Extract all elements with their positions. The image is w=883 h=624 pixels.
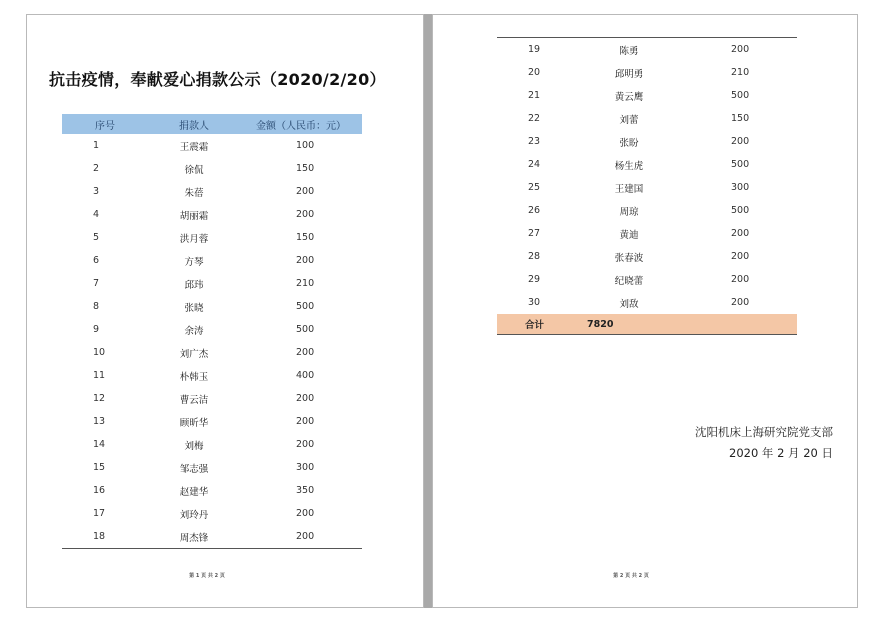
table-row: [62, 157, 362, 180]
row-donor-name: 邱明勇: [614, 68, 644, 80]
row-donor-name: 张盼: [619, 137, 639, 149]
row-donor-name: 周琼: [619, 206, 639, 218]
row-serial-number: 13: [93, 416, 106, 427]
row-donor-name: 朴韩玉: [179, 371, 209, 383]
row-serial-number: 26: [528, 205, 541, 216]
table-row: [62, 525, 362, 549]
row-amount: 200: [296, 393, 315, 404]
row-serial-number: 24: [528, 159, 541, 170]
row-donor-name: 黄迪: [619, 229, 639, 241]
table-row: [497, 153, 797, 176]
row-serial-number: 12: [93, 393, 106, 404]
row-donor-name: 邱玮: [184, 279, 204, 291]
row-amount: 200: [296, 209, 315, 220]
table-row: [497, 38, 797, 62]
table-row: [62, 180, 362, 203]
signature-organization: 沈阳机床上海研究院党支部: [695, 425, 833, 439]
table-row: [497, 199, 797, 222]
signature-date: 2020 年 2 月 20 日: [729, 446, 833, 460]
row-amount: 200: [240, 525, 362, 549]
row-serial-number: 28: [528, 251, 541, 262]
row-donor-name: 余涛: [184, 325, 204, 337]
row-donor-name: 王建国: [614, 183, 644, 195]
table-row: [62, 387, 362, 410]
row-donor-name: 刘广杰: [179, 348, 209, 360]
table-row: [62, 479, 362, 502]
row-amount: 200: [296, 347, 315, 358]
row-serial-number: 10: [93, 347, 106, 358]
row-donor-name: 方琴: [184, 256, 204, 268]
row-serial-number: 3: [93, 186, 100, 197]
row-amount: 200: [296, 416, 315, 427]
table-row: [62, 134, 362, 157]
table-row: [62, 203, 362, 226]
table-row: [497, 130, 797, 153]
row-serial-number: 2: [93, 163, 100, 174]
row-amount: 100: [296, 140, 315, 151]
table-row: [62, 272, 362, 295]
total-amount: 7820: [583, 314, 675, 335]
donation-table-page-2: [497, 37, 797, 335]
table-row: [497, 245, 797, 268]
row-serial-number: 1: [93, 140, 100, 151]
row-donor-name: 刘敌: [619, 298, 639, 310]
signature-block: [695, 422, 833, 464]
table-row: [62, 249, 362, 272]
row-donor-name: 徐侃: [184, 164, 204, 176]
row-donor-name: 刘玲丹: [179, 509, 209, 521]
row-amount: 350: [296, 485, 315, 496]
row-donor-name: 胡丽霜: [179, 210, 209, 222]
row-amount: 200: [731, 297, 750, 308]
table-row: [497, 176, 797, 199]
row-amount: 200: [731, 44, 750, 55]
document-title: 抗击疫情，奉献爱心捐款公示（2020/2/20）: [49, 70, 386, 89]
row-amount: 150: [731, 113, 750, 124]
row-donor-name: 周杰锋: [148, 525, 240, 549]
row-amount: 300: [731, 182, 750, 193]
row-serial-number: 9: [93, 324, 100, 335]
page-footer-2: 第 2 页 共 2 页: [613, 573, 649, 579]
row-serial-number: 18: [62, 525, 148, 549]
row-donor-name: 黄云鹰: [614, 91, 644, 103]
row-amount: 200: [731, 251, 750, 262]
row-donor-name: 赵建华: [179, 486, 209, 498]
row-amount: 150: [296, 163, 315, 174]
row-donor-name: 刘梅: [184, 440, 204, 452]
table-row: [62, 226, 362, 249]
table-header-row: [62, 114, 362, 134]
row-amount: 210: [296, 278, 315, 289]
table-row: [62, 364, 362, 387]
table-row: [497, 291, 797, 314]
table-row: [62, 456, 362, 479]
header-amount: 金额（人民币：元）: [240, 114, 362, 134]
row-serial-number: 23: [528, 136, 541, 147]
total-label: 合计: [497, 314, 583, 335]
row-amount: 200: [731, 274, 750, 285]
row-serial-number: 19: [528, 44, 541, 55]
row-serial-number: 21: [528, 90, 541, 101]
header-donor: 捐款人: [148, 114, 240, 134]
table-row: [62, 341, 362, 364]
page-gutter: [424, 14, 432, 608]
row-serial-number: 27: [528, 228, 541, 239]
row-donor-name: 刘蕾: [619, 114, 639, 126]
row-amount: 150: [296, 232, 315, 243]
row-amount: 500: [731, 90, 750, 101]
row-amount: 500: [296, 301, 315, 312]
row-serial-number: 29: [528, 274, 541, 285]
row-amount: 200: [296, 186, 315, 197]
table-row: [62, 318, 362, 341]
row-donor-name: 朱蓓: [184, 187, 204, 199]
header-serial-number: 序号: [62, 114, 148, 134]
row-amount: 200: [731, 136, 750, 147]
page-2: [432, 14, 858, 608]
row-donor-name: 洪月蓉: [179, 233, 209, 245]
table-row: [497, 61, 797, 84]
table-row: [497, 84, 797, 107]
row-amount: 500: [731, 205, 750, 216]
row-serial-number: 15: [93, 462, 106, 473]
row-donor-name: 杨生虎: [614, 160, 644, 172]
row-serial-number: 5: [93, 232, 100, 243]
row-amount: 400: [296, 370, 315, 381]
row-amount: 500: [731, 159, 750, 170]
row-serial-number: 7: [93, 278, 100, 289]
row-serial-number: 11: [93, 370, 106, 381]
row-serial-number: 17: [93, 508, 106, 519]
table-row: [62, 433, 362, 456]
table-row: [62, 295, 362, 318]
row-serial-number: 6: [93, 255, 100, 266]
row-serial-number: 20: [528, 67, 541, 78]
row-amount: 200: [296, 255, 315, 266]
row-serial-number: 25: [528, 182, 541, 193]
page-footer-1: 第 1 页 共 2 页: [189, 573, 225, 579]
row-serial-number: 8: [93, 301, 100, 312]
row-amount: 200: [296, 439, 315, 450]
total-row: [497, 314, 797, 335]
table-row: [497, 222, 797, 245]
total-empty-cell: [675, 314, 797, 335]
row-donor-name: 张春波: [614, 252, 644, 264]
row-serial-number: 30: [528, 297, 541, 308]
row-donor-name: 陈勇: [619, 45, 639, 57]
row-amount: 210: [731, 67, 750, 78]
row-serial-number: 4: [93, 209, 100, 220]
row-amount: 500: [296, 324, 315, 335]
table-row: [497, 107, 797, 130]
row-amount: 200: [731, 228, 750, 239]
page-1: [26, 14, 424, 608]
row-serial-number: 16: [93, 485, 106, 496]
row-amount: 300: [296, 462, 315, 473]
row-donor-name: 曹云洁: [179, 394, 209, 406]
row-serial-number: 22: [528, 113, 541, 124]
donation-table-page-1: [62, 114, 362, 549]
row-donor-name: 纪晓蕾: [614, 275, 644, 287]
row-donor-name: 张晓: [184, 302, 204, 314]
row-amount: 200: [296, 508, 315, 519]
table-row: [497, 268, 797, 291]
row-donor-name: 王震霜: [179, 141, 209, 153]
row-donor-name: 邹志强: [179, 463, 209, 475]
table-row: [62, 410, 362, 433]
table-row: [62, 502, 362, 525]
row-donor-name: 顾昕华: [179, 417, 209, 429]
row-serial-number: 14: [93, 439, 106, 450]
